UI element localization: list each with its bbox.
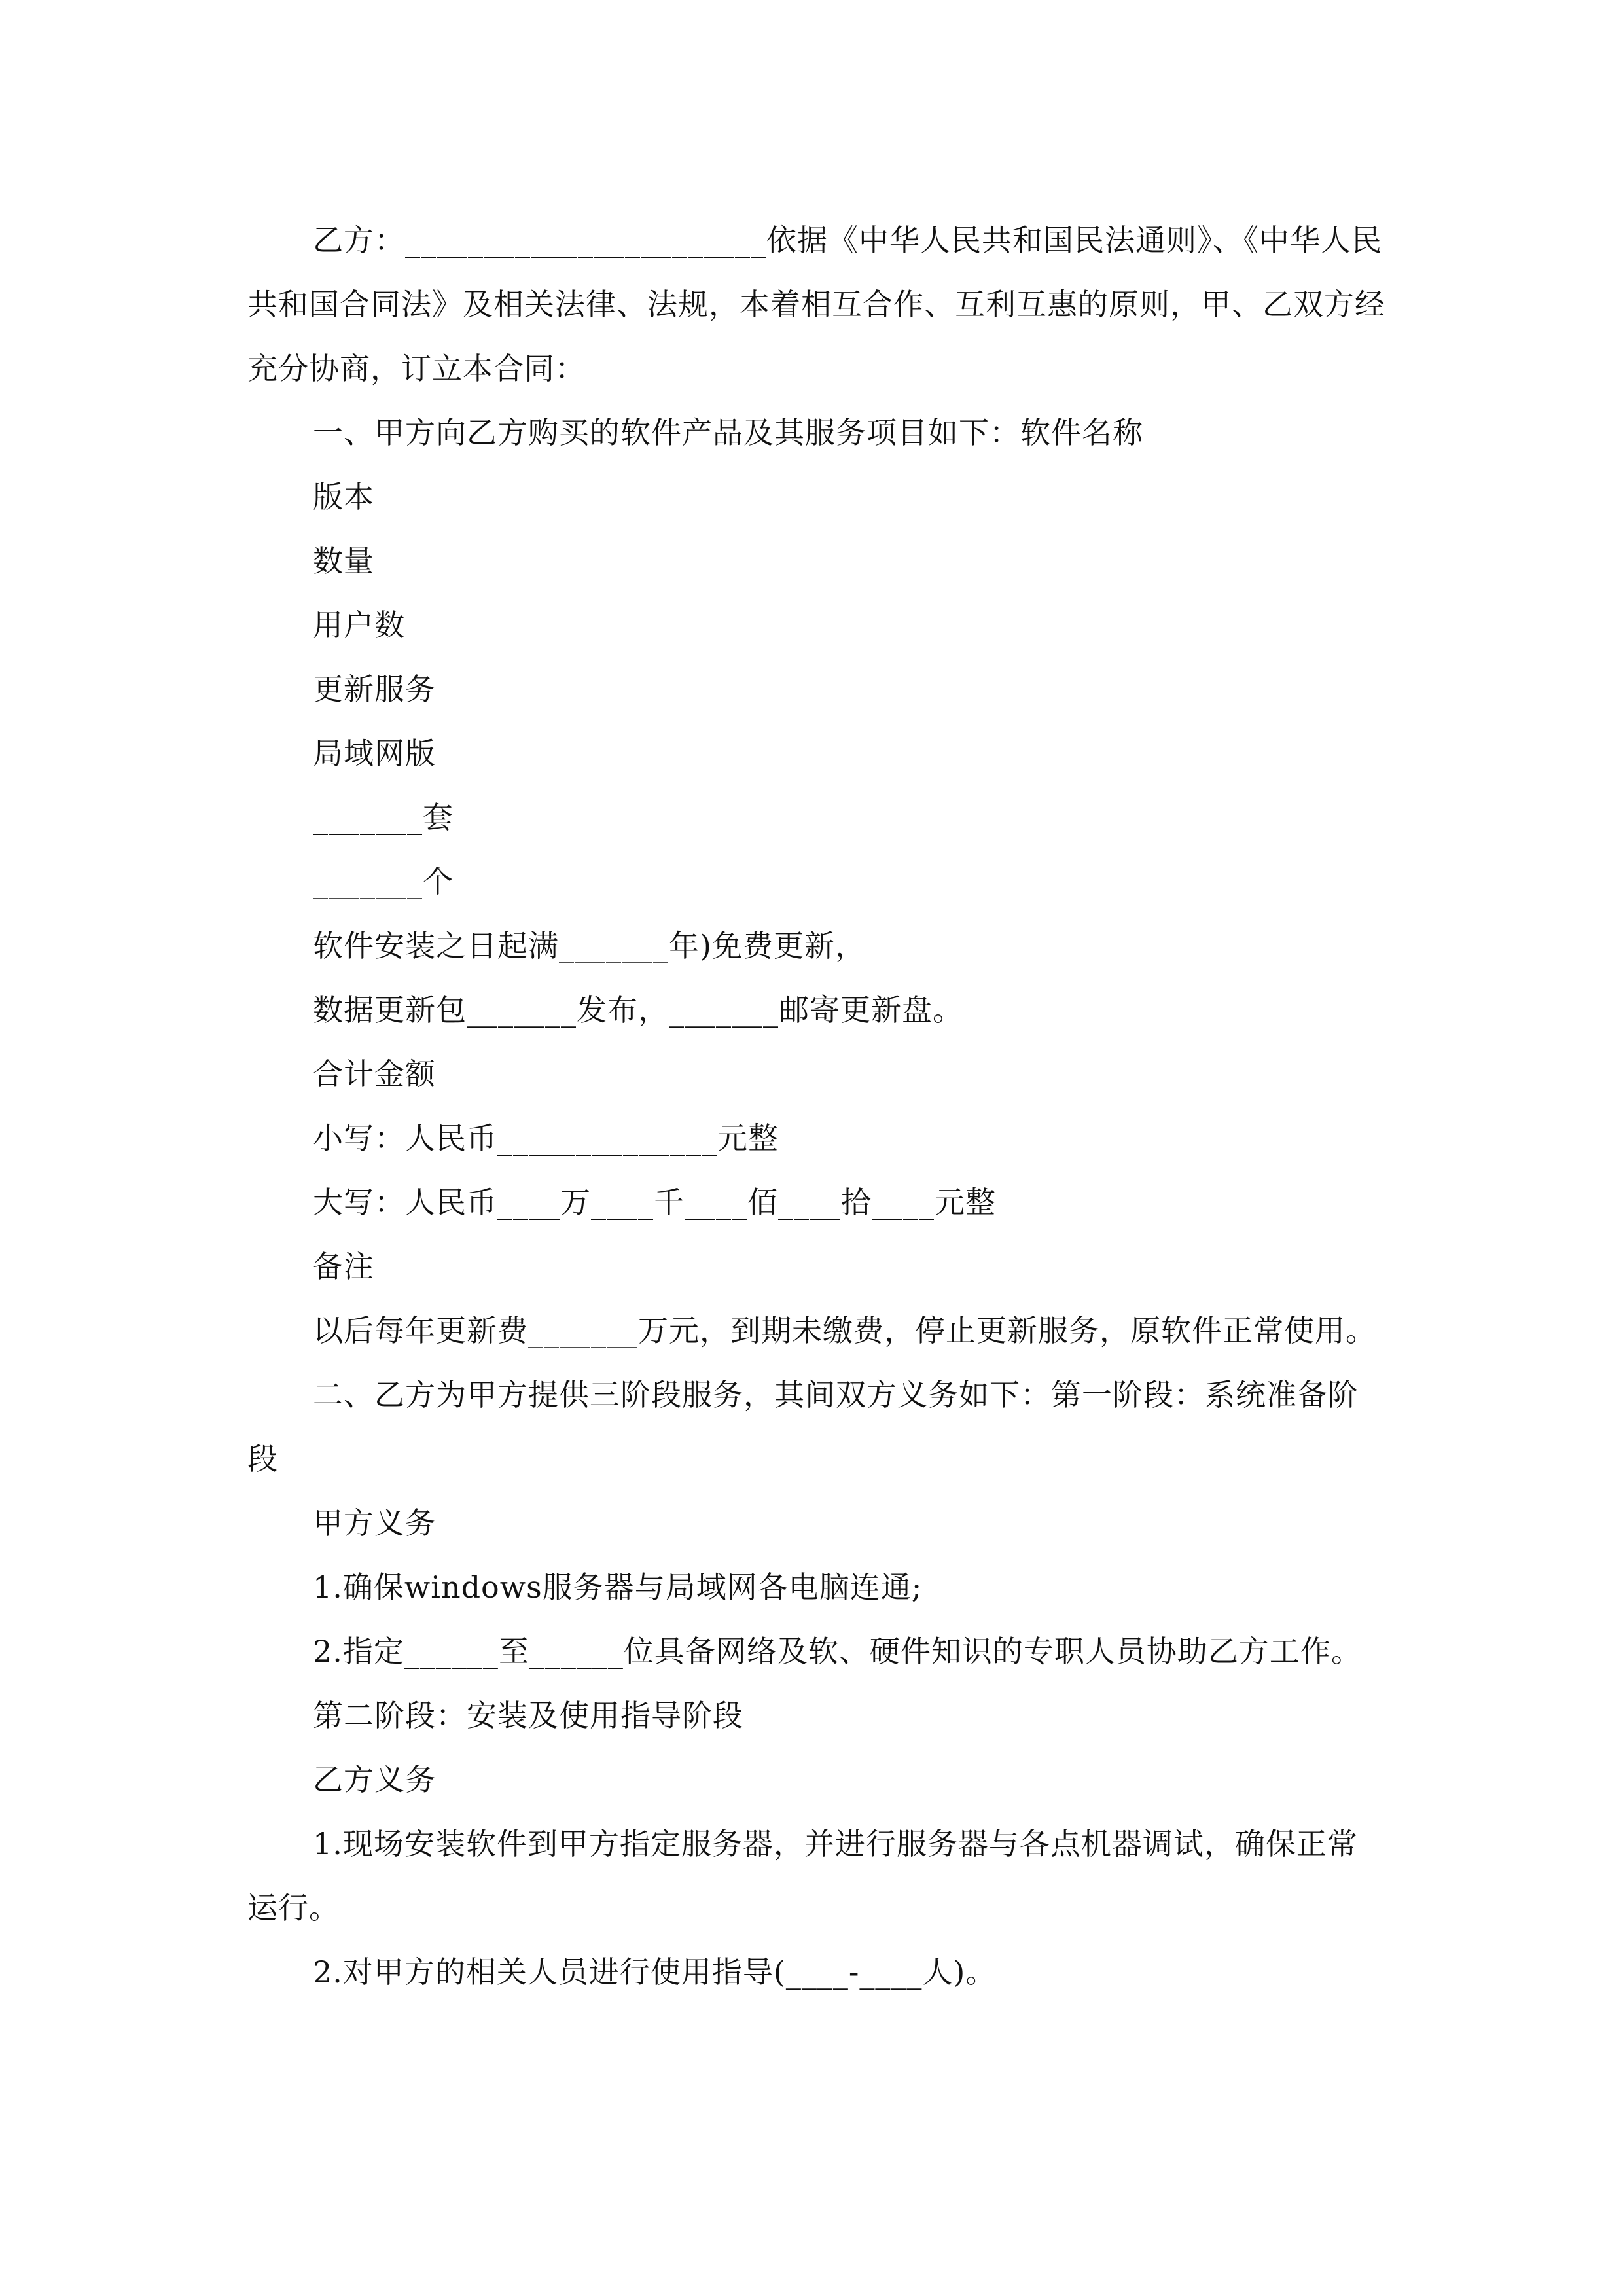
item-version: 版本 bbox=[313, 479, 374, 514]
item-ensure-connectivity: 1.确保windows服务器与局域网各电脑连通; bbox=[313, 1570, 923, 1605]
item-lan-edition: 局域网版 bbox=[313, 736, 436, 771]
item-quantity: 数量 bbox=[313, 543, 374, 579]
heading-stage-two: 第二阶段：安装及使用指导阶段 bbox=[313, 1698, 743, 1733]
item-count-blank: _______个 bbox=[313, 864, 454, 899]
item-free-update: 软件安装之日起满_______年)免费更新， bbox=[313, 928, 866, 963]
item-remarks: 备注 bbox=[313, 1249, 374, 1284]
item-update-service: 更新服务 bbox=[313, 672, 436, 707]
paragraph-section-one-title: 一、甲方向乙方购买的软件产品及其服务项目如下：软件名称 bbox=[313, 415, 1143, 450]
item-data-update-package: 数据更新包_______发布，_______邮寄更新盘。 bbox=[313, 992, 963, 1028]
heading-party-a-obligations: 甲方义务 bbox=[313, 1505, 436, 1541]
item-user-count: 用户数 bbox=[313, 607, 405, 643]
paragraph-onsite-install: 1.现场安装软件到甲方指定服务器，并进行服务器与各点机器调试，确保正常运行。 bbox=[247, 1826, 1358, 1926]
item-designate-staff: 2.指定______至______位具备网络及软、硬件知识的专职人员协助乙方工作。 bbox=[313, 1634, 1362, 1669]
item-sets-blank: _______套 bbox=[313, 800, 454, 835]
paragraph-party-b-basis: 乙方：_______________________依据《中华人民共和国民法通则》、《中华人民共和国合同法》及相关法律、法规，本着相互合作、互利互惠的原则，甲、乙双方经充分协商，订立本合同： bbox=[247, 223, 1385, 386]
heading-party-b-obligations: 乙方义务 bbox=[313, 1762, 436, 1797]
item-amount-lowercase: 小写：人民币______________元整 bbox=[313, 1121, 779, 1156]
paragraph-annual-update-fee: 以后每年更新费_______万元，到期未缴费，停止更新服务，原软件正常使用。 bbox=[313, 1313, 1376, 1348]
item-amount-uppercase: 大写：人民币____万____千____佰____拾____元整 bbox=[313, 1185, 996, 1220]
contract-body bbox=[247, 208, 1386, 2004]
paragraph-section-two-title: 二、乙方为甲方提供三阶段服务，其间双方义务如下：第一阶段：系统准备阶段 bbox=[247, 1377, 1359, 1477]
item-usage-guidance: 2.对甲方的相关人员进行使用指导(____-____人)。 bbox=[313, 1954, 997, 1990]
item-total-amount: 合计金额 bbox=[313, 1056, 436, 1092]
